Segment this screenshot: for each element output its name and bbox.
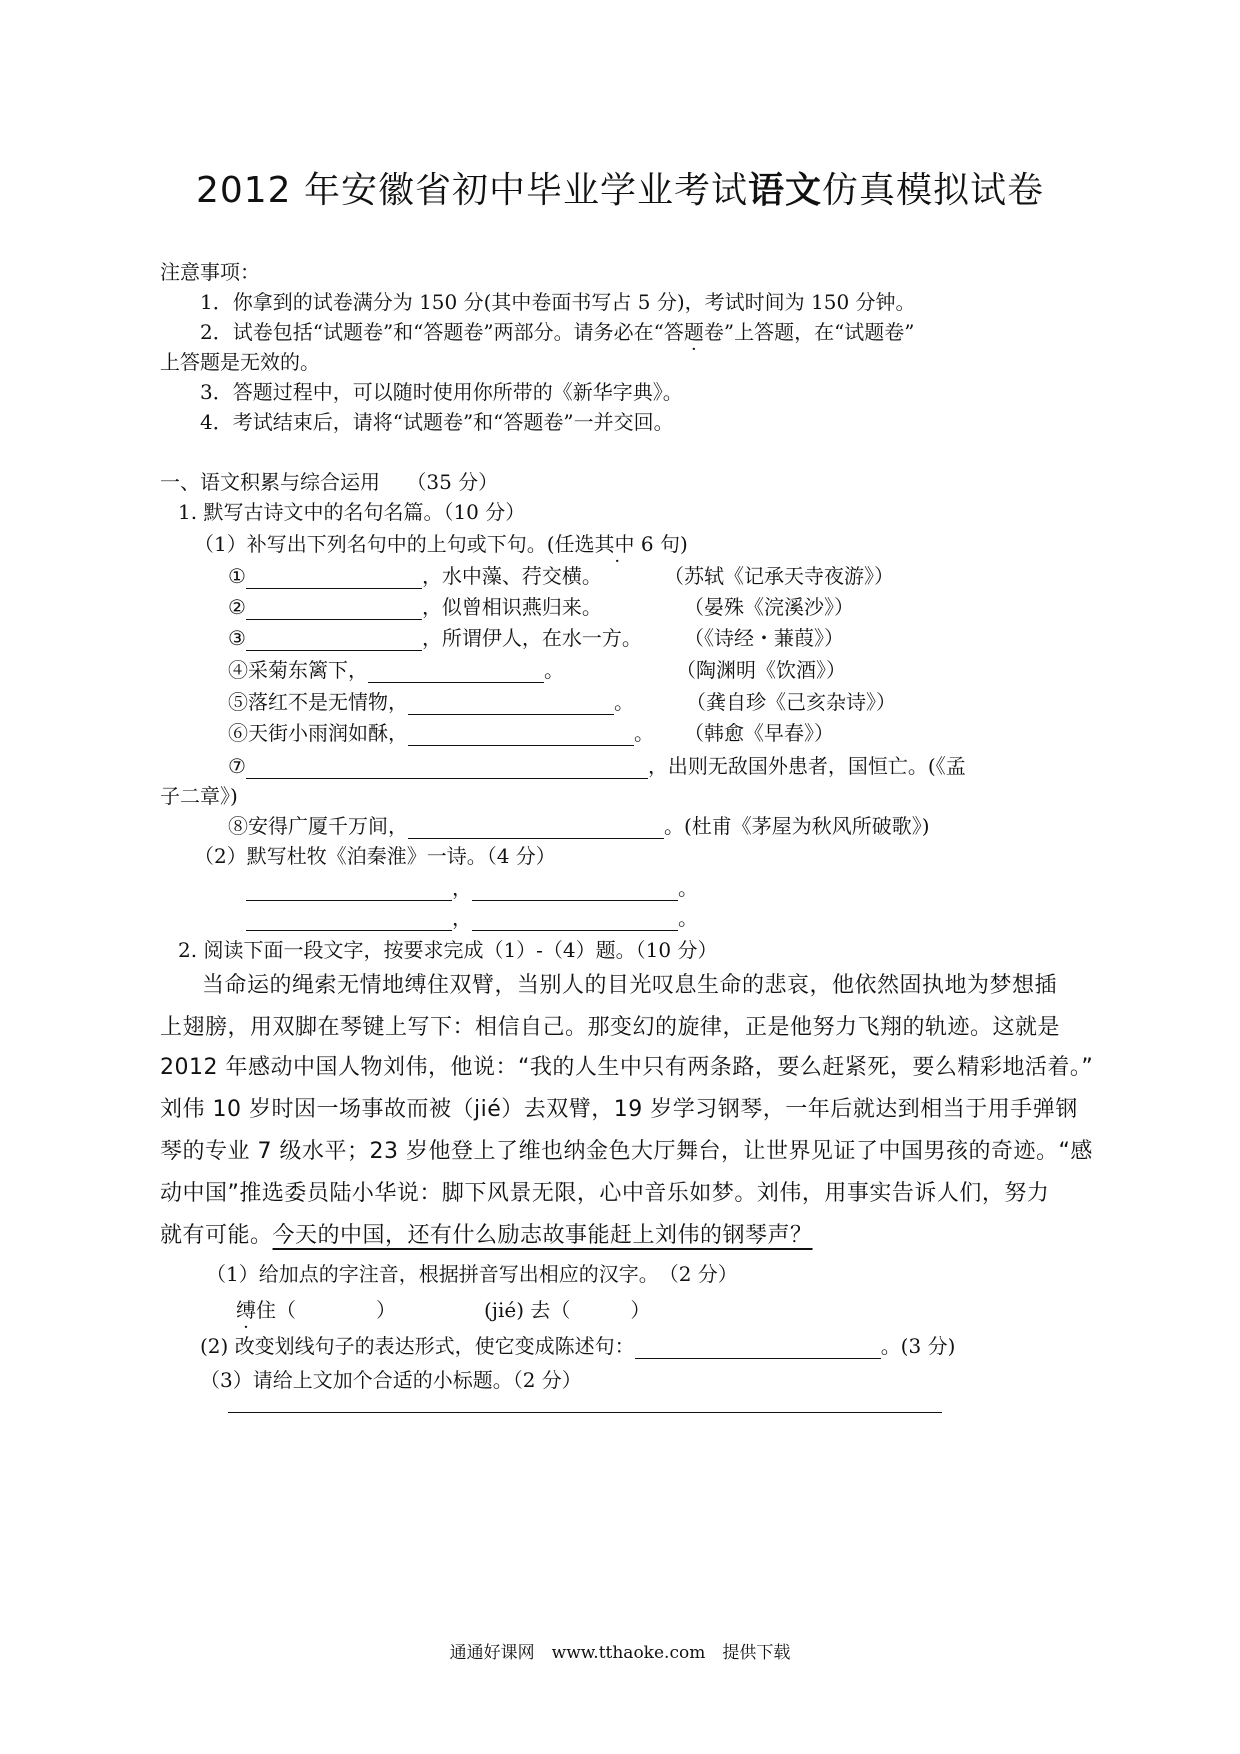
source-6: （韩愈《早春》） xyxy=(684,721,834,745)
poem-line-2: ， 。 xyxy=(246,902,698,931)
fill-line-2: ② ，似曾相识燕归来。 xyxy=(228,595,602,619)
notes-item-3: 3．答题过程中，可以随时使用你所带的《新华字典》。 xyxy=(200,380,683,404)
page-title: 2012 年安徽省初中毕业学业考试语文仿真模拟试卷 xyxy=(195,170,1045,211)
poem-blank-4[interactable] xyxy=(472,908,678,931)
emphasis-answer-sheet: 答题卷 xyxy=(663,320,724,344)
title-bold-subject: 语文 xyxy=(748,170,823,211)
poem-blank-3[interactable] xyxy=(246,908,452,931)
source-1: （苏轼《记承天寺夜游》） xyxy=(664,564,894,588)
passage-line-6: 动中国”推选委员陆小华说：脚下风景无限，心中音乐如梦。刘伟，用事实告诉人们，努力 xyxy=(160,1181,1050,1206)
fill-line-7: ⑦ ，出则无敌国外患者，国恒亡。(《孟 xyxy=(228,754,966,778)
notes-item-1: 1．你拿到的试卷满分为 150 分(其中卷面书写占 5 分)，考试时间为 150 分钟。 xyxy=(200,290,916,314)
question-2: 2. 阅读下面一段文字，按要求完成（1）-（4）题。（10 分） xyxy=(178,938,718,962)
notes-heading: 注意事项： xyxy=(160,260,260,284)
poem-line-1: ， 。 xyxy=(246,872,698,901)
blank-6[interactable] xyxy=(408,723,634,746)
question-2-2: (2) 改变划线句子的表达形式，使它变成陈述句： 。(3 分) xyxy=(200,1334,956,1358)
notes-item-4: 4．考试结束后，请将“试题卷”和“答题卷”一并交回。 xyxy=(200,410,674,434)
notes-item-2: 2．试卷包括“试题卷”和“答题卷”两部分。请务必在“答题卷”上答题，在“试题卷” xyxy=(200,320,915,344)
fill-line-7-cont: 子二章》) xyxy=(160,784,238,808)
underlined-sentence: 今天的中国，还有什么励志故事能赶上刘伟的钢琴声？ xyxy=(272,1223,813,1248)
fill-line-6: ⑥天街小雨润如酥， 。 xyxy=(228,721,654,745)
question-1: 1. 默写古诗文中的名句名篇。（10 分） xyxy=(178,500,526,524)
passage-line-1: 当命运的绳索无情地缚住双臂，当别人的目光叹息生命的悲哀，他依然固执地为梦想插 xyxy=(202,973,1058,998)
question-2-1: （1）给加点的字注音，根据拼音写出相应的汉字。 （2 分） xyxy=(206,1262,738,1286)
passage-line-4: 刘伟 10 岁时因一场事故而被（jié）去双臂，19 岁学习钢琴，一年后就达到相当于用手弹钢 xyxy=(160,1097,1078,1122)
footer: 通通好课网 www.tthaoke.com 提供下载 xyxy=(449,1643,791,1663)
notes-item-2-cont: 上答题是无效的。 xyxy=(160,350,320,374)
pinyin-item-2: (jié) 去（ ） xyxy=(484,1298,651,1322)
question-2-3: （3）请给上文加个合适的小标题。（2 分） xyxy=(200,1368,582,1392)
blank-8[interactable] xyxy=(408,816,664,839)
section-1-heading: 一、语文积累与综合运用 （35 分） xyxy=(160,470,499,494)
fill-line-8: ⑧安得广厦千万间， 。(杜甫《茅屋为秋风所破歌》) xyxy=(228,814,930,838)
fill-line-4: ④采菊东篱下， 。 xyxy=(228,658,564,682)
question-1-2: （2）默写杜牧《泊秦淮》一诗。（4 分） xyxy=(194,844,556,868)
source-3: （《诗经・蒹葭》） xyxy=(684,626,844,650)
answer-line-2-3[interactable] xyxy=(228,1412,942,1413)
dotted-char: 缚 xyxy=(236,1298,256,1322)
blank-7[interactable] xyxy=(246,756,648,779)
fill-line-3: ③ ，所谓伊人，在水一方。 xyxy=(228,626,642,650)
source-2: （晏殊《浣溪沙》） xyxy=(684,595,854,619)
blank-1[interactable] xyxy=(246,566,422,589)
fill-line-1: ① ，水中藻、荇交横。 xyxy=(228,564,602,588)
source-5: （龚自珍《己亥杂诗》） xyxy=(686,690,896,714)
fill-line-5: ⑤落红不是无情物， 。 xyxy=(228,690,634,714)
poem-blank-2[interactable] xyxy=(472,878,678,901)
question-1-1: （1）补写出下列名句中的上句或下句。(任选其中 6 句 ·) xyxy=(194,528,688,557)
source-4: （陶渊明《饮酒》） xyxy=(676,658,846,682)
passage-line-7: 就有可能。今天的中国，还有什么励志故事能赶上刘伟的钢琴声？ xyxy=(160,1223,813,1248)
pinyin-item-1: 缚住（ ） xyxy=(236,1298,396,1322)
passage-line-3: 2012 年感动中国人物刘伟，他说：“我的人生中只有两条路，要么赶紧死，要么精彩地活着。” xyxy=(160,1055,1094,1080)
blank-3[interactable] xyxy=(246,628,422,651)
passage-line-5: 琴的专业 7 级水平；23 岁他登上了维也纳金色大厅舞台，让世界见证了中国男孩的奇迹。“感 xyxy=(160,1139,1093,1164)
blank-5[interactable] xyxy=(408,692,614,715)
emphasis-choose-six: 任选其中 6 句 · xyxy=(555,532,680,556)
blank-4[interactable] xyxy=(368,660,544,683)
answer-blank-2-2[interactable] xyxy=(635,1336,881,1359)
poem-blank-1[interactable] xyxy=(246,878,452,901)
blank-2[interactable] xyxy=(246,597,422,620)
passage-line-2: 上翅膀，用双脚在琴键上写下：相信自己。那变幻的旋律，正是他努力飞翔的轨迹。这就是 xyxy=(160,1015,1061,1040)
